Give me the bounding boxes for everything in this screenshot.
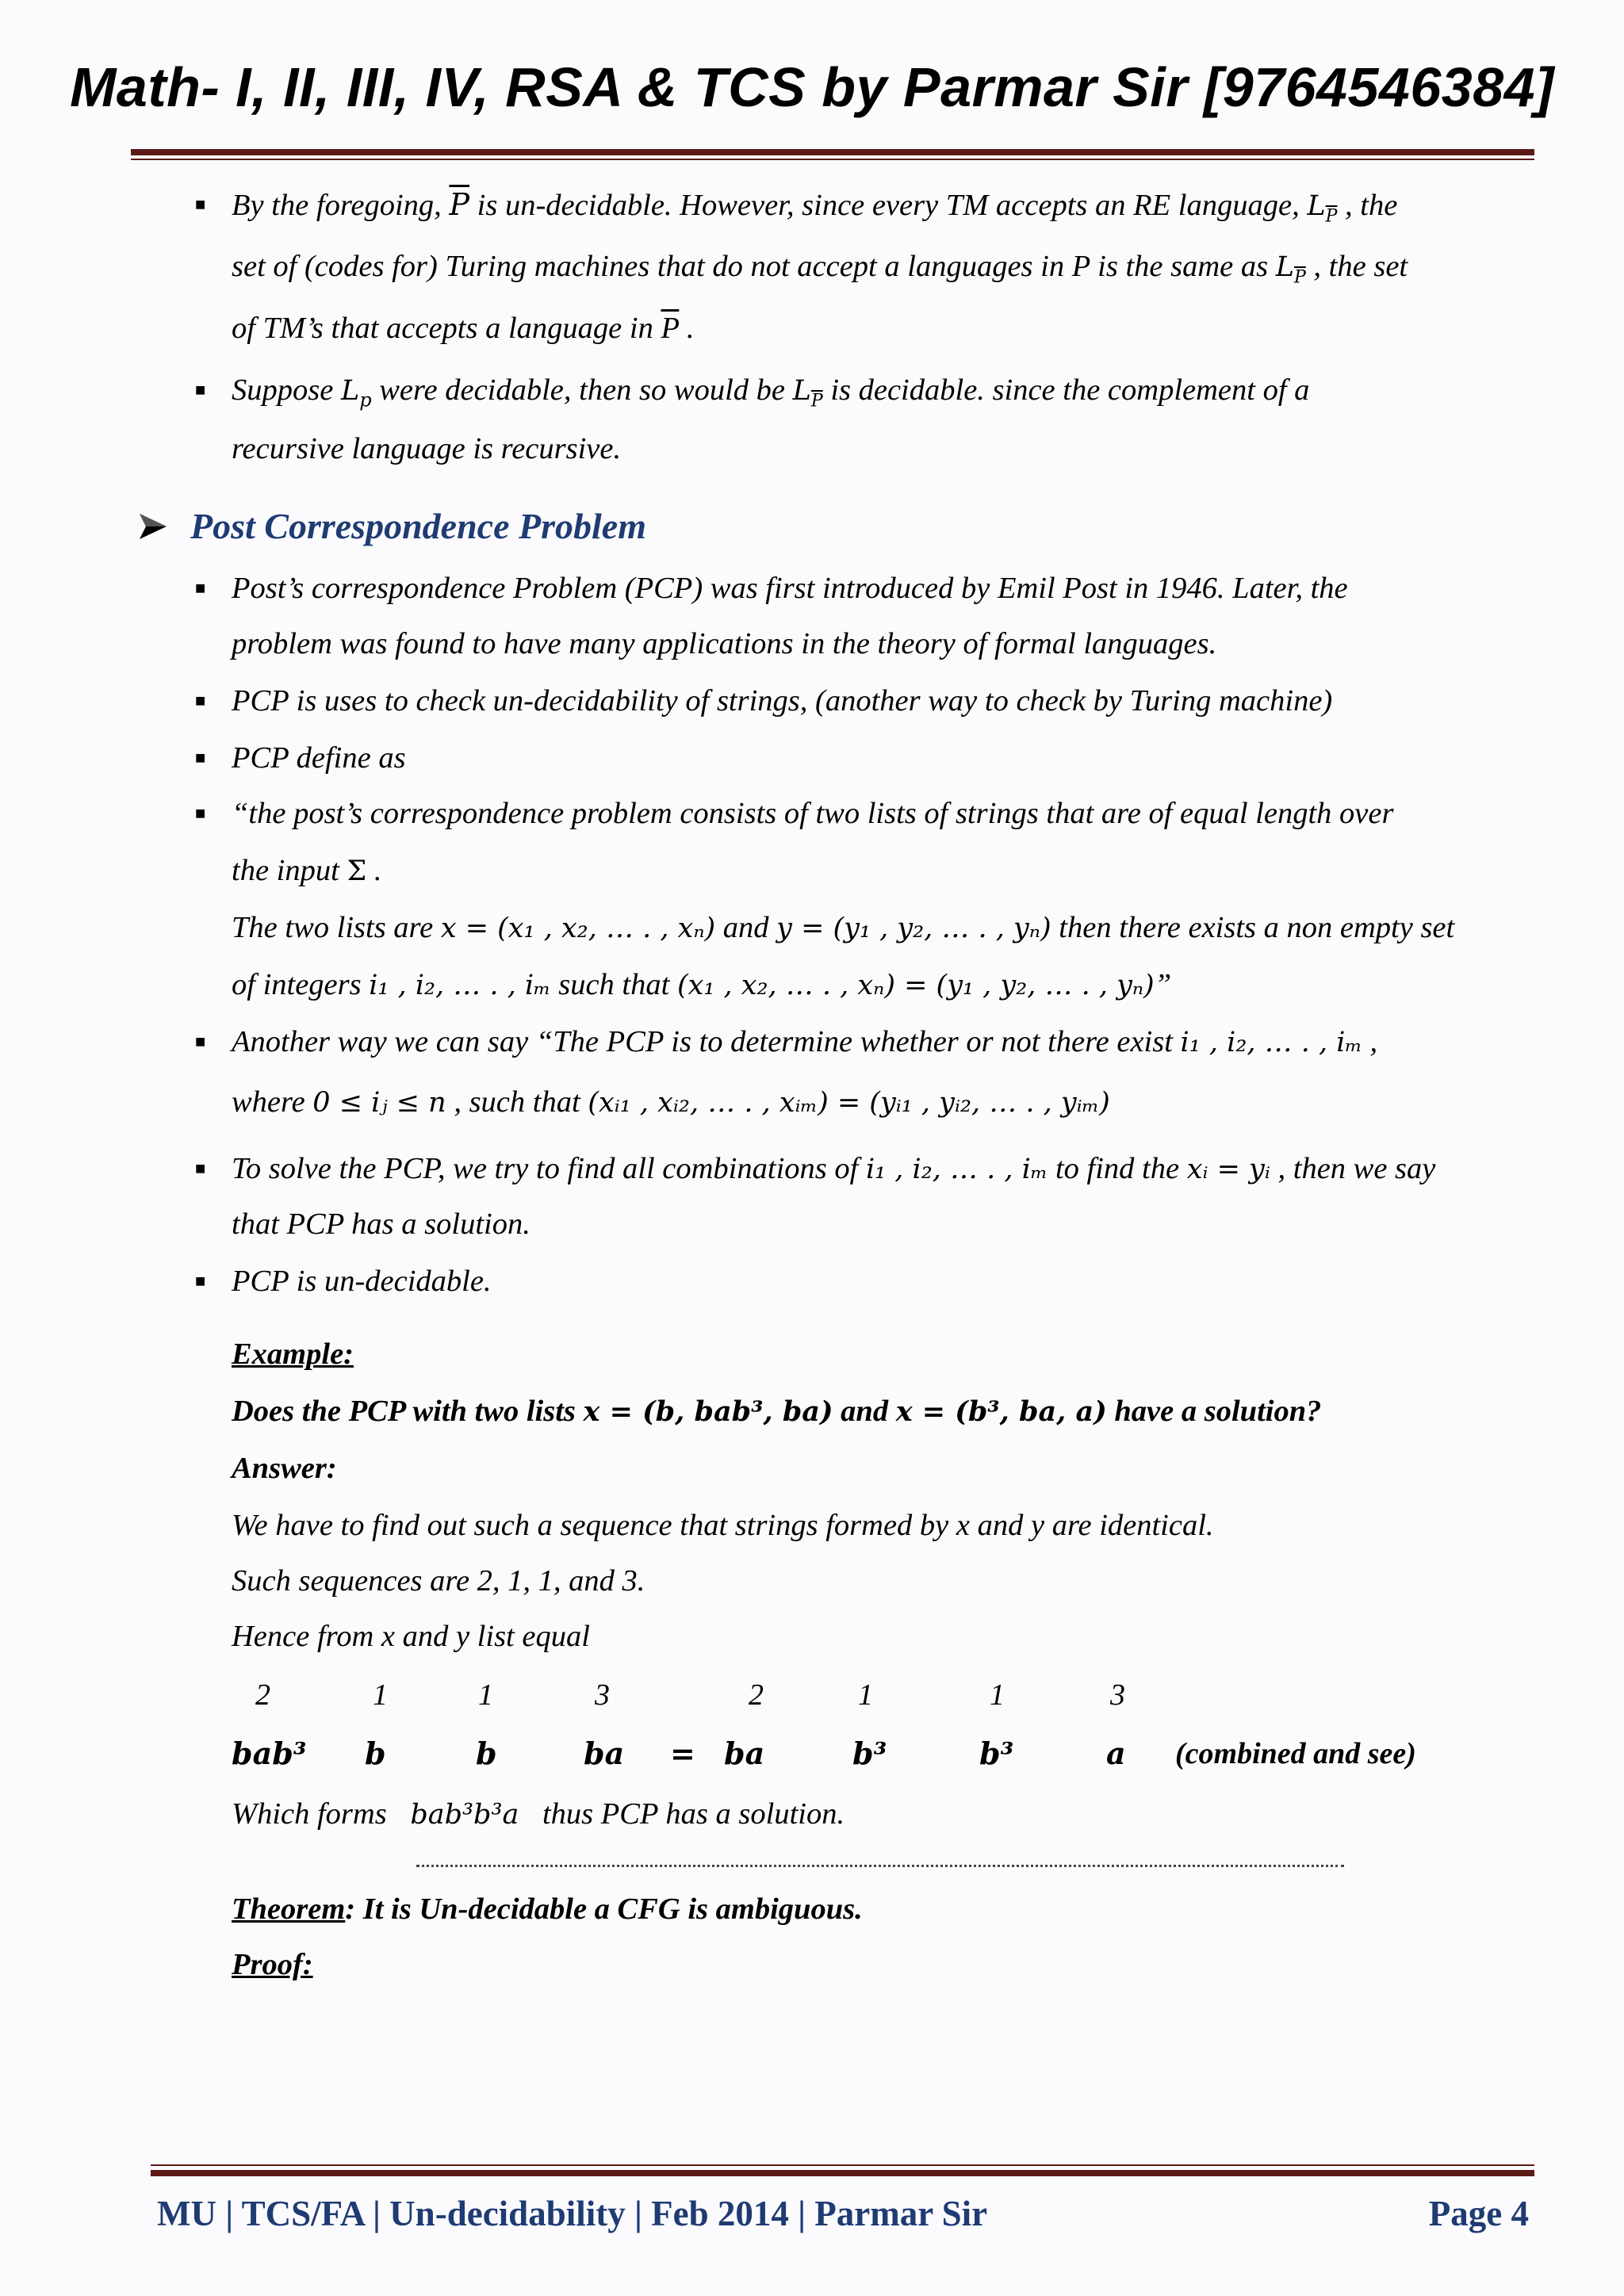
answer-line-2: Such sequences are 2, 1, 1, and 3.: [232, 1564, 645, 1598]
footer-rule: [151, 2170, 1534, 2176]
sequence-index: 2: [749, 1678, 764, 1712]
intro-bullet-1-line-3: of TM’s that accepts a language in $\overline{P}$ .: [232, 312, 695, 345]
pcp-bullet-4-line-1: “the post’s correspondence problem consists of two lists of strings that are of equal length over: [232, 797, 1394, 830]
sequence-index: 1: [373, 1678, 388, 1712]
bullet-square: ■: [195, 748, 206, 767]
pcp-bullet-5-line-1: Another way we can say “The PCP is to determine whether or not there exist i₁ , i₂, … . , iₘ ,: [232, 1025, 1378, 1058]
bullet-square: ■: [195, 691, 206, 710]
sequence-index: 2: [255, 1678, 270, 1712]
answer-label: Answer:: [232, 1452, 337, 1485]
pcp-bullet-1-line-1: Post’s correspondence Problem (PCP) was first introduced by Emil Post in 1946. Later, the: [232, 572, 1348, 605]
example-question: Does the PCP with two lists x = (b, bab³, ba) and x = (b³, ba, a) have a solution?: [232, 1395, 1322, 1428]
bullet-square: ■: [195, 380, 206, 400]
intro-bullet-1-line-1: By the foregoing, $\overline{P}$ is un-decidable. However, since every TM accepts an RE language, $L_{\overline{P}}$ , the: [232, 187, 1398, 227]
pcp-bullet-6-line-2: that PCP has a solution.: [232, 1207, 530, 1241]
header-rule-thin: [131, 159, 1534, 160]
p-complement: $\overline{P}$: [449, 187, 470, 222]
sequence-index: 1: [858, 1678, 873, 1712]
header-title: Math- I, II, III, IV, RSA & TCS by Parmar Sir [9764546384]: [70, 56, 1554, 118]
sequence-value: bab³: [232, 1735, 307, 1771]
bullet-square: ■: [195, 578, 206, 598]
page-number: Page 4: [1428, 2194, 1529, 2233]
arrow-bullet-icon: [135, 498, 174, 555]
bullet-square: ■: [195, 1031, 206, 1051]
bullet-square: ■: [195, 194, 206, 214]
sequence-value: b: [365, 1735, 386, 1771]
intro-bullet-1-line-2: set of (codes for) Turing machines that do not accept a languages in P is the same as $L_{\overline{P}}$ , the set: [232, 250, 1408, 288]
combined-note: (combined and see): [1175, 1737, 1416, 1770]
pcp-bullet-3: PCP define as: [232, 741, 406, 775]
sequence-value: ba: [584, 1735, 625, 1771]
theorem-line: Theorem: It is Un-decidable a CFG is ambiguous.: [232, 1892, 863, 1926]
answer-line-1: We have to find out such a sequence that strings formed by x and y are identical.: [232, 1509, 1214, 1542]
sequence-value: b: [476, 1735, 497, 1771]
sequence-value: b³: [852, 1735, 887, 1771]
sequence-index: 1: [990, 1678, 1005, 1712]
forms-line: Which forms bab³b³a thus PCP has a solution.: [232, 1797, 845, 1831]
pcp-bullet-5-line-2: where 0 ≤ iⱼ ≤ n , such that (xᵢ₁ , xᵢ₂, … . , xᵢₘ) = (yᵢ₁ , yᵢ₂, … . , yᵢₘ): [232, 1085, 1110, 1119]
footer-text: MU | TCS/FA | Un-decidability | Feb 2014 | Parmar Sir: [157, 2194, 988, 2233]
pcp-bullet-4-line-4: of integers i₁ , i₂, … . , iₘ such that (x₁ , x₂, … . , xₙ) = (y₁ , y₂, … . , yₙ)”: [232, 968, 1172, 1001]
sequence-index: 3: [1110, 1678, 1125, 1712]
pcp-bullet-4-line-3: The two lists are x = (x₁ , x₂, … . , xₙ) and y = (y₁ , y₂, … . , yₙ) then there exists a non empty set: [232, 911, 1455, 944]
bullet-square: ■: [195, 1271, 206, 1291]
proof-label: Proof:: [232, 1948, 313, 1981]
pcp-bullet-4-line-2: the input Σ .: [232, 854, 382, 887]
sequence-index: 3: [595, 1678, 610, 1712]
footer-rule-thin: [151, 2164, 1534, 2166]
pcp-bullet-7: PCP is un-decidable.: [232, 1265, 492, 1298]
sequence-value: b³: [979, 1735, 1014, 1771]
pcp-bullet-2: PCP is uses to check un-decidability of strings, (another way to check by Turing machine): [232, 684, 1333, 718]
bullet-square: ■: [195, 803, 206, 823]
section-title: Post Correspondence Problem: [190, 506, 646, 546]
intro-bullet-2-line-2: recursive language is recursive.: [232, 432, 622, 465]
dotted-separator: [416, 1865, 1344, 1867]
sequence-value: a: [1106, 1735, 1126, 1771]
bullet-square: ■: [195, 1158, 206, 1178]
answer-line-3: Hence from x and y list equal: [232, 1620, 590, 1653]
example-label: Example:: [232, 1337, 354, 1371]
sequence-value: ba: [724, 1735, 765, 1771]
intro-bullet-2-line-1: Suppose $L_p$ were decidable, then so would be $L_{\overline{P}}$ is decidable. since the complement of a: [232, 373, 1310, 411]
header-rule: [131, 149, 1534, 155]
pcp-bullet-6-line-1: To solve the PCP, we try to find all combinations of i₁ , i₂, … . , iₘ to find the xᵢ = yᵢ , then we say: [232, 1152, 1436, 1185]
pcp-bullet-1-line-2: problem was found to have many applications in the theory of formal languages.: [232, 627, 1217, 660]
equals-sign: =: [670, 1735, 695, 1771]
sequence-index: 1: [478, 1678, 493, 1712]
